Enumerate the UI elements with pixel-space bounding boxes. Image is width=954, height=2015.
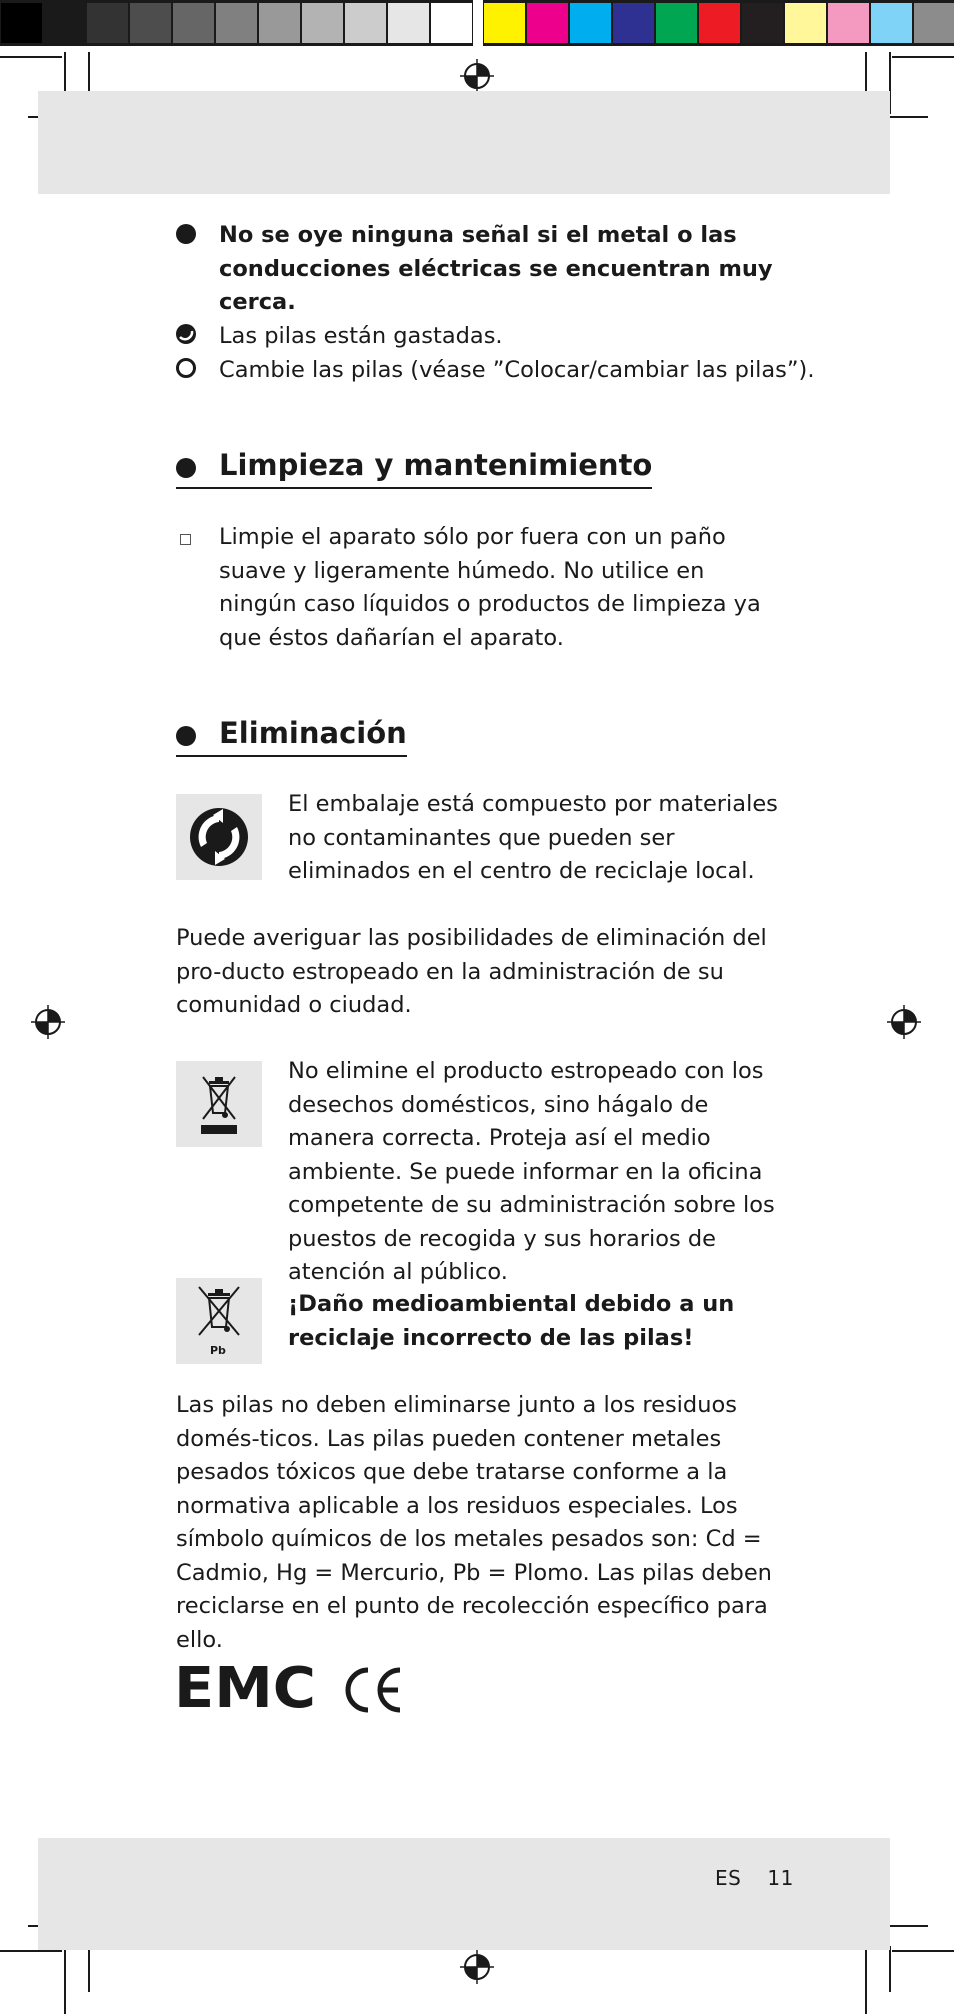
battery-pb-label: Pb — [210, 1344, 226, 1357]
crop-mark — [88, 1946, 90, 1992]
color-swatch — [0, 0, 43, 46]
disposal-heading: Eliminación — [176, 715, 407, 757]
crop-mark — [865, 1946, 867, 2014]
inquire-text: Puede averiguar las posibilidades de eliminación del pro-ducto estropeado en la administración de su comunidad o ciudad. — [176, 925, 767, 1018]
crop-mark — [884, 116, 928, 118]
weee-text: No elimine el producto estropeado con los desechos domésticos, sino hágalo de manera correcta. Proteja así el medio ambiente. Se puede informar en la oficina competente de su administración sobre los puestos de recogida y sus horarios de atención al público. — [288, 1058, 775, 1285]
solution-bullet-icon — [176, 358, 196, 378]
color-swatch — [43, 0, 86, 46]
solution-text: Cambie las pilas (véase ”Colocar/cambiar las pilas”). — [219, 357, 815, 383]
battery-icon-box — [176, 1278, 262, 1364]
color-swatch — [526, 0, 569, 46]
registration-mark-icon — [460, 59, 494, 93]
crop-mark — [892, 1950, 954, 1952]
registration-mark-icon — [31, 1005, 65, 1039]
color-swatch — [612, 0, 655, 46]
crop-mark — [0, 56, 62, 58]
problem-bullet-icon — [176, 224, 196, 244]
color-swatch — [129, 0, 172, 46]
language-code: ES — [715, 1866, 742, 1890]
crop-mark — [889, 1946, 891, 1992]
checkbox-icon — [180, 534, 191, 545]
color-swatch — [430, 0, 473, 46]
cleaning-text: Limpie el aparato sólo por fuera con un paño suave y ligeramente húmedo. No utilice en ningún caso líquidos o productos de limpieza ya que éstos dañarían el aparato. — [219, 524, 761, 651]
color-swatch — [870, 0, 913, 46]
color-swatch — [741, 0, 784, 46]
color-swatch-bar — [483, 0, 954, 46]
crop-mark — [0, 1950, 62, 1952]
cause-bullet-icon — [176, 324, 196, 344]
battery-warning-text: ¡Daño medioambiental debido a un reciclaje incorrecto de las pilas! — [288, 1291, 735, 1351]
color-swatch — [569, 0, 612, 46]
page-number: 11 — [767, 1866, 794, 1890]
color-swatch — [258, 0, 301, 46]
footer-band — [38, 1838, 890, 1950]
gray-swatch-bar — [0, 0, 473, 46]
color-swatch — [784, 0, 827, 46]
crop-mark — [64, 1946, 66, 2014]
color-swatch — [172, 0, 215, 46]
emc-logo — [174, 1660, 318, 1718]
color-swatch — [827, 0, 870, 46]
cause-text: Las pilas están gastadas. — [219, 323, 503, 349]
problem-text: No se oye ninguna señal si el metal o las conducciones eléctricas se encuentran muy cerca. — [219, 222, 773, 315]
color-swatch — [215, 0, 258, 46]
green-dot-recycling-icon — [187, 805, 251, 869]
color-swatch — [86, 0, 129, 46]
crop-mark — [884, 1925, 928, 1927]
cleaning-heading: Limpieza y mantenimiento — [176, 447, 652, 489]
header-band — [38, 91, 890, 194]
weee-icon-box — [176, 1061, 262, 1147]
color-swatch — [655, 0, 698, 46]
color-swatch — [387, 0, 430, 46]
color-swatch — [913, 0, 954, 46]
registration-mark-icon — [887, 1005, 921, 1039]
page-footer — [715, 1866, 794, 1890]
color-swatch — [301, 0, 344, 46]
color-swatch — [483, 0, 526, 46]
ce-mark-icon — [340, 1666, 404, 1718]
color-swatch — [698, 0, 741, 46]
battery-text: Las pilas no deben eliminarse junto a los residuos domés-ticos. Las pilas pueden contener metales pesados tóxicos que debe tratarse conforme a la normativa aplicable a los residuos especiales. Los símbolo químicos de los metales pesados son: Cd = Cadmio, Hg = Mercurio, Pb = Plomo. Las pilas deben reciclarse en el punto de recolección específico para ello. — [176, 1392, 772, 1653]
registration-mark-icon — [460, 1950, 494, 1984]
crossed-bin-icon — [189, 1069, 249, 1139]
color-swatch — [344, 0, 387, 46]
crop-mark — [892, 56, 954, 58]
svg-text:EMC: EMC — [174, 1660, 316, 1714]
recycling-icon-box — [176, 794, 262, 880]
packaging-text: El embalaje está compuesto por materiales no contaminantes que pueden ser eliminados en el centro de reciclaje local. — [288, 791, 778, 884]
